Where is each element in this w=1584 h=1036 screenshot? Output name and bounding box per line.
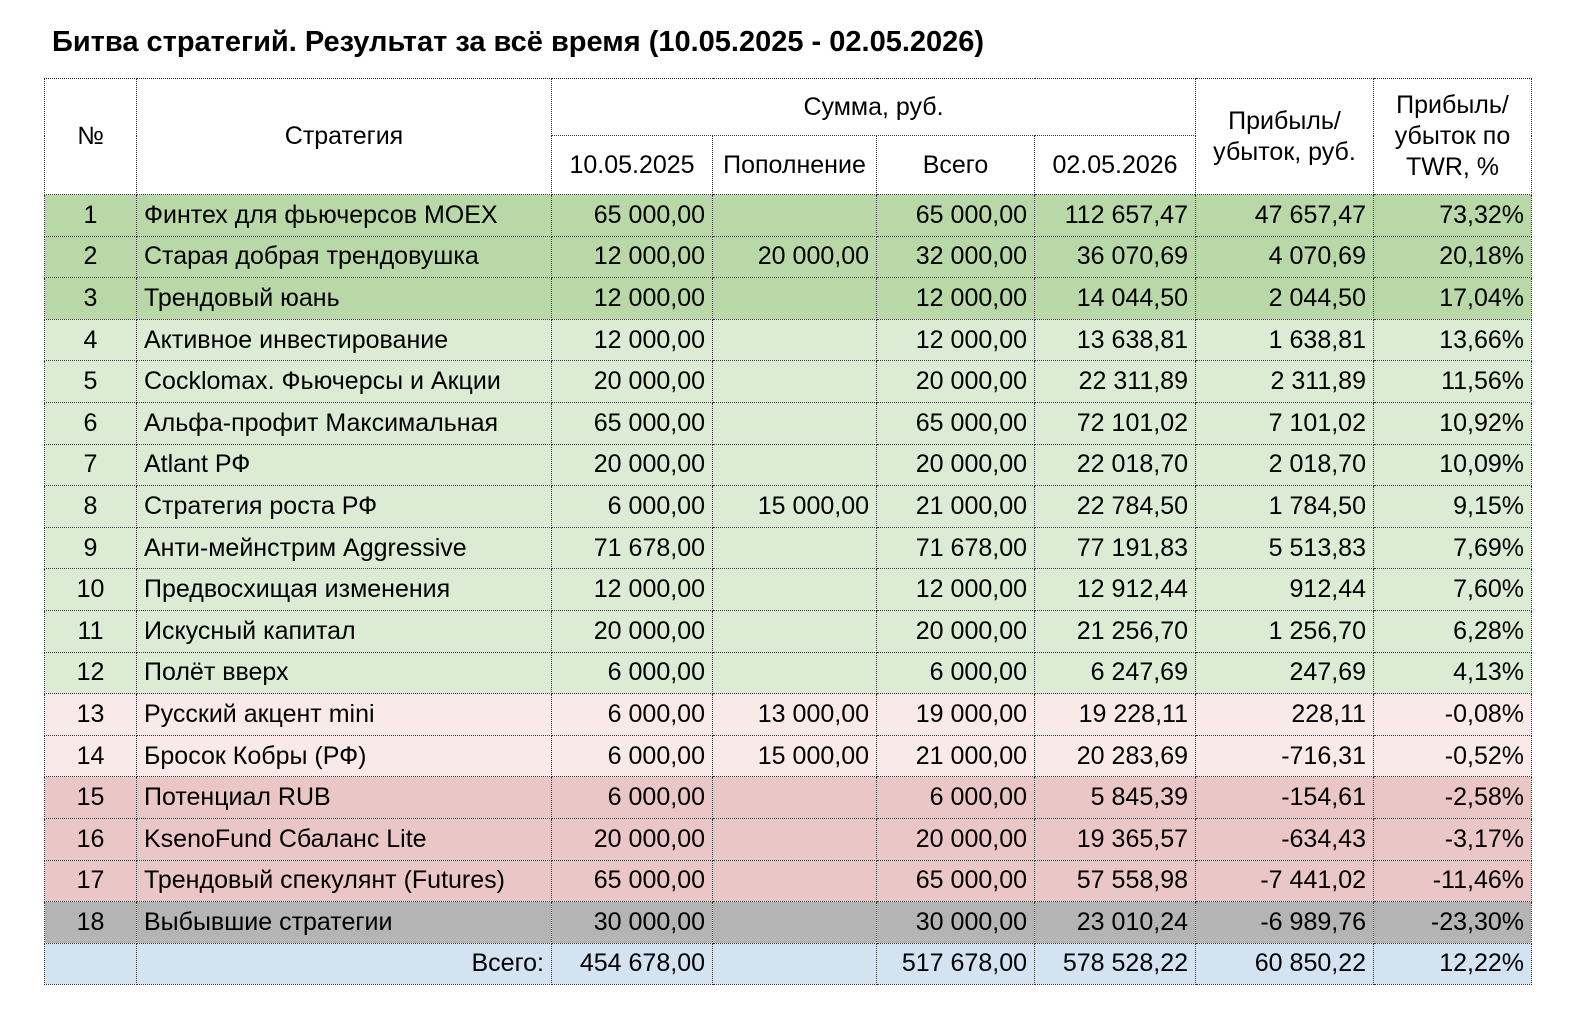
row-twr-value: 6,28%	[1374, 610, 1532, 652]
row-total-value: 65 000,00	[877, 402, 1035, 444]
row-num: 15	[45, 777, 137, 819]
row-profit-value: 2 311,89	[1196, 361, 1374, 403]
row-start-value: 20 000,00	[552, 361, 713, 403]
row-end-value: 112 657,47	[1035, 195, 1196, 237]
row-twr-value: 17,04%	[1374, 278, 1532, 320]
row-num: 16	[45, 818, 137, 860]
row-num: 2	[45, 236, 137, 278]
table-row	[45, 278, 1532, 320]
row-strategy-name: Полёт вверх	[137, 652, 552, 694]
row-deposit-value	[713, 361, 877, 403]
row-start-value: 20 000,00	[552, 444, 713, 486]
row-deposit-value: 13 000,00	[713, 694, 877, 736]
totals-end: 578 528,22	[1035, 943, 1196, 985]
row-end-value: 13 638,81	[1035, 319, 1196, 361]
totals-num-cell	[45, 943, 137, 985]
row-profit-value: 1 784,50	[1196, 486, 1374, 528]
row-deposit-value	[713, 902, 877, 944]
row-start-value: 6 000,00	[552, 735, 713, 777]
row-deposit-value	[713, 278, 877, 320]
row-twr-value: 9,15%	[1374, 486, 1532, 528]
row-end-value: 6 247,69	[1035, 652, 1196, 694]
row-twr-value: 4,13%	[1374, 652, 1532, 694]
row-start-value: 20 000,00	[552, 818, 713, 860]
row-profit-value: 5 513,83	[1196, 527, 1374, 569]
row-start-value: 20 000,00	[552, 610, 713, 652]
row-twr-value: -23,30%	[1374, 902, 1532, 944]
header-sum-group: Сумма, руб.	[552, 79, 1196, 136]
table-row	[45, 195, 1532, 237]
row-strategy-name: Бросок Кобры (РФ)	[137, 735, 552, 777]
row-deposit-value	[713, 860, 877, 902]
row-profit-value: 7 101,02	[1196, 402, 1374, 444]
totals-start: 454 678,00	[552, 943, 713, 985]
row-twr-value: 10,92%	[1374, 402, 1532, 444]
row-strategy-name: Русский акцент mini	[137, 694, 552, 736]
row-profit-value: -716,31	[1196, 735, 1374, 777]
row-twr-value: -11,46%	[1374, 860, 1532, 902]
row-total-value: 21 000,00	[877, 486, 1035, 528]
row-end-value: 19 228,11	[1035, 694, 1196, 736]
row-end-value: 5 845,39	[1035, 777, 1196, 819]
header-num: №	[45, 79, 137, 195]
table-row	[45, 569, 1532, 611]
row-total-value: 12 000,00	[877, 319, 1035, 361]
row-strategy-name: Atlant РФ	[137, 444, 552, 486]
row-start-value: 12 000,00	[552, 236, 713, 278]
row-end-value: 21 256,70	[1035, 610, 1196, 652]
row-num: 14	[45, 735, 137, 777]
totals-row	[45, 943, 1532, 985]
row-deposit-value	[713, 818, 877, 860]
row-twr-value: 73,32%	[1374, 195, 1532, 237]
row-profit-value: 247,69	[1196, 652, 1374, 694]
row-twr-value: -3,17%	[1374, 818, 1532, 860]
row-strategy-name: Стратегия роста РФ	[137, 486, 552, 528]
row-deposit-value	[713, 610, 877, 652]
table-row	[45, 735, 1532, 777]
row-deposit-value: 15 000,00	[713, 735, 877, 777]
header-twr-line: убыток по	[1394, 122, 1511, 150]
row-profit-value: 1 256,70	[1196, 610, 1374, 652]
row-total-value: 19 000,00	[877, 694, 1035, 736]
row-deposit-value	[713, 195, 877, 237]
row-deposit-value	[713, 319, 877, 361]
header-profit	[1196, 79, 1374, 195]
row-start-value: 71 678,00	[552, 527, 713, 569]
row-total-value: 12 000,00	[877, 569, 1035, 611]
header-strategy: Стратегия	[137, 79, 552, 195]
page-title: Битва стратегий. Результат за всё время (10.05.2025 - 02.05.2026)	[52, 26, 985, 58]
row-start-value: 6 000,00	[552, 486, 713, 528]
row-end-value: 20 283,69	[1035, 735, 1196, 777]
row-start-value: 65 000,00	[552, 195, 713, 237]
totals-deposit	[713, 943, 877, 985]
header-end-date: 02.05.2026	[1035, 136, 1196, 195]
row-start-value: 12 000,00	[552, 319, 713, 361]
row-total-value: 71 678,00	[877, 527, 1035, 569]
row-total-value: 20 000,00	[877, 610, 1035, 652]
row-total-value: 30 000,00	[877, 902, 1035, 944]
row-strategy-name: Искусный капитал	[137, 610, 552, 652]
row-profit-value: 47 657,47	[1196, 195, 1374, 237]
row-total-value: 20 000,00	[877, 818, 1035, 860]
row-num: 8	[45, 486, 137, 528]
row-profit-value: 912,44	[1196, 569, 1374, 611]
row-end-value: 72 101,02	[1035, 402, 1196, 444]
row-end-value: 19 365,57	[1035, 818, 1196, 860]
row-start-value: 65 000,00	[552, 402, 713, 444]
row-deposit-value	[713, 777, 877, 819]
row-start-value: 6 000,00	[552, 777, 713, 819]
row-start-value: 12 000,00	[552, 278, 713, 320]
row-num: 11	[45, 610, 137, 652]
row-end-value: 22 311,89	[1035, 361, 1196, 403]
table-row	[45, 860, 1532, 902]
table-row	[45, 486, 1532, 528]
row-strategy-name: Финтех для фьючерсов MOEX	[137, 195, 552, 237]
row-num: 9	[45, 527, 137, 569]
row-twr-value: 20,18%	[1374, 236, 1532, 278]
table-row	[45, 902, 1532, 944]
table-row	[45, 652, 1532, 694]
row-num: 12	[45, 652, 137, 694]
row-num: 3	[45, 278, 137, 320]
row-total-value: 32 000,00	[877, 236, 1035, 278]
row-total-value: 20 000,00	[877, 361, 1035, 403]
row-profit-value: 228,11	[1196, 694, 1374, 736]
row-deposit-value: 15 000,00	[713, 486, 877, 528]
header-profit-line: Прибыль/	[1228, 106, 1341, 135]
row-strategy-name: Альфа-профит Максимальная	[137, 402, 552, 444]
row-twr-value: 11,56%	[1374, 361, 1532, 403]
row-strategy-name: Трендовый спекулянт (Futures)	[137, 860, 552, 902]
totals-label: Всего:	[137, 943, 552, 985]
row-end-value: 36 070,69	[1035, 236, 1196, 278]
row-strategy-name: Выбывшие стратегии	[137, 902, 552, 944]
header-deposit: Пополнение	[713, 136, 877, 195]
row-num: 7	[45, 444, 137, 486]
row-end-value: 57 558,98	[1035, 860, 1196, 902]
row-num: 5	[45, 361, 137, 403]
header-start-date: 10.05.2025	[552, 136, 713, 195]
row-profit-value: 2 018,70	[1196, 444, 1374, 486]
totals-twr: 12,22%	[1374, 943, 1532, 985]
row-strategy-name: Cocklomax. Фьючерсы и Акции	[137, 361, 552, 403]
row-num: 17	[45, 860, 137, 902]
row-profit-value: -634,43	[1196, 818, 1374, 860]
row-total-value: 6 000,00	[877, 652, 1035, 694]
row-profit-value: -6 989,76	[1196, 902, 1374, 944]
table-row	[45, 777, 1532, 819]
row-profit-value: -7 441,02	[1196, 860, 1374, 902]
header-profit-line: убыток, руб.	[1213, 137, 1356, 166]
row-num: 18	[45, 902, 137, 944]
row-strategy-name: Старая добрая трендовушка	[137, 236, 552, 278]
row-profit-value: -154,61	[1196, 777, 1374, 819]
table-body	[45, 195, 1532, 944]
header-twr	[1374, 79, 1532, 195]
row-start-value: 6 000,00	[552, 652, 713, 694]
row-deposit-value	[713, 527, 877, 569]
row-twr-value: 13,66%	[1374, 319, 1532, 361]
row-num: 10	[45, 569, 137, 611]
row-strategy-name: Активное инвестирование	[137, 319, 552, 361]
table-row	[45, 319, 1532, 361]
totals-total: 517 678,00	[877, 943, 1035, 985]
row-total-value: 6 000,00	[877, 777, 1035, 819]
table-row	[45, 694, 1532, 736]
row-end-value: 23 010,24	[1035, 902, 1196, 944]
totals-profit: 60 850,22	[1196, 943, 1374, 985]
row-end-value: 12 912,44	[1035, 569, 1196, 611]
row-deposit-value	[713, 444, 877, 486]
table-row	[45, 402, 1532, 444]
table-row	[45, 818, 1532, 860]
row-deposit-value: 20 000,00	[713, 236, 877, 278]
row-start-value: 30 000,00	[552, 902, 713, 944]
table-row	[45, 610, 1532, 652]
row-num: 4	[45, 319, 137, 361]
row-twr-value: -0,52%	[1374, 735, 1532, 777]
row-twr-value: 7,60%	[1374, 569, 1532, 611]
row-end-value: 77 191,83	[1035, 527, 1196, 569]
row-strategy-name: Анти-мейнстрим Aggressive	[137, 527, 552, 569]
row-strategy-name: KsenoFund Сбаланс Lite	[137, 818, 552, 860]
table-row	[45, 236, 1532, 278]
row-num: 1	[45, 195, 137, 237]
row-total-value: 65 000,00	[877, 195, 1035, 237]
row-num: 6	[45, 402, 137, 444]
row-total-value: 65 000,00	[877, 860, 1035, 902]
row-start-value: 6 000,00	[552, 694, 713, 736]
row-strategy-name: Трендовый юань	[137, 278, 552, 320]
row-end-value: 22 784,50	[1035, 486, 1196, 528]
row-total-value: 21 000,00	[877, 735, 1035, 777]
header-twr-line: Прибыль/	[1396, 91, 1509, 119]
row-num: 13	[45, 694, 137, 736]
header-total: Всего	[877, 136, 1035, 195]
table-header	[45, 79, 1532, 195]
row-profit-value: 1 638,81	[1196, 319, 1374, 361]
row-profit-value: 2 044,50	[1196, 278, 1374, 320]
header-twr-line: TWR, %	[1405, 153, 1500, 181]
row-profit-value: 4 070,69	[1196, 236, 1374, 278]
row-end-value: 14 044,50	[1035, 278, 1196, 320]
row-start-value: 65 000,00	[552, 860, 713, 902]
table-row	[45, 527, 1532, 569]
row-deposit-value	[713, 402, 877, 444]
table-row	[45, 444, 1532, 486]
row-strategy-name: Потенциал RUB	[137, 777, 552, 819]
row-deposit-value	[713, 569, 877, 611]
row-twr-value: -2,58%	[1374, 777, 1532, 819]
row-end-value: 22 018,70	[1035, 444, 1196, 486]
row-twr-value: -0,08%	[1374, 694, 1532, 736]
row-deposit-value	[713, 652, 877, 694]
row-start-value: 12 000,00	[552, 569, 713, 611]
row-strategy-name: Предвосхищая изменения	[137, 569, 552, 611]
table-row	[45, 361, 1532, 403]
row-total-value: 12 000,00	[877, 278, 1035, 320]
row-twr-value: 7,69%	[1374, 527, 1532, 569]
results-table	[44, 78, 1532, 985]
row-twr-value: 10,09%	[1374, 444, 1532, 486]
row-total-value: 20 000,00	[877, 444, 1035, 486]
